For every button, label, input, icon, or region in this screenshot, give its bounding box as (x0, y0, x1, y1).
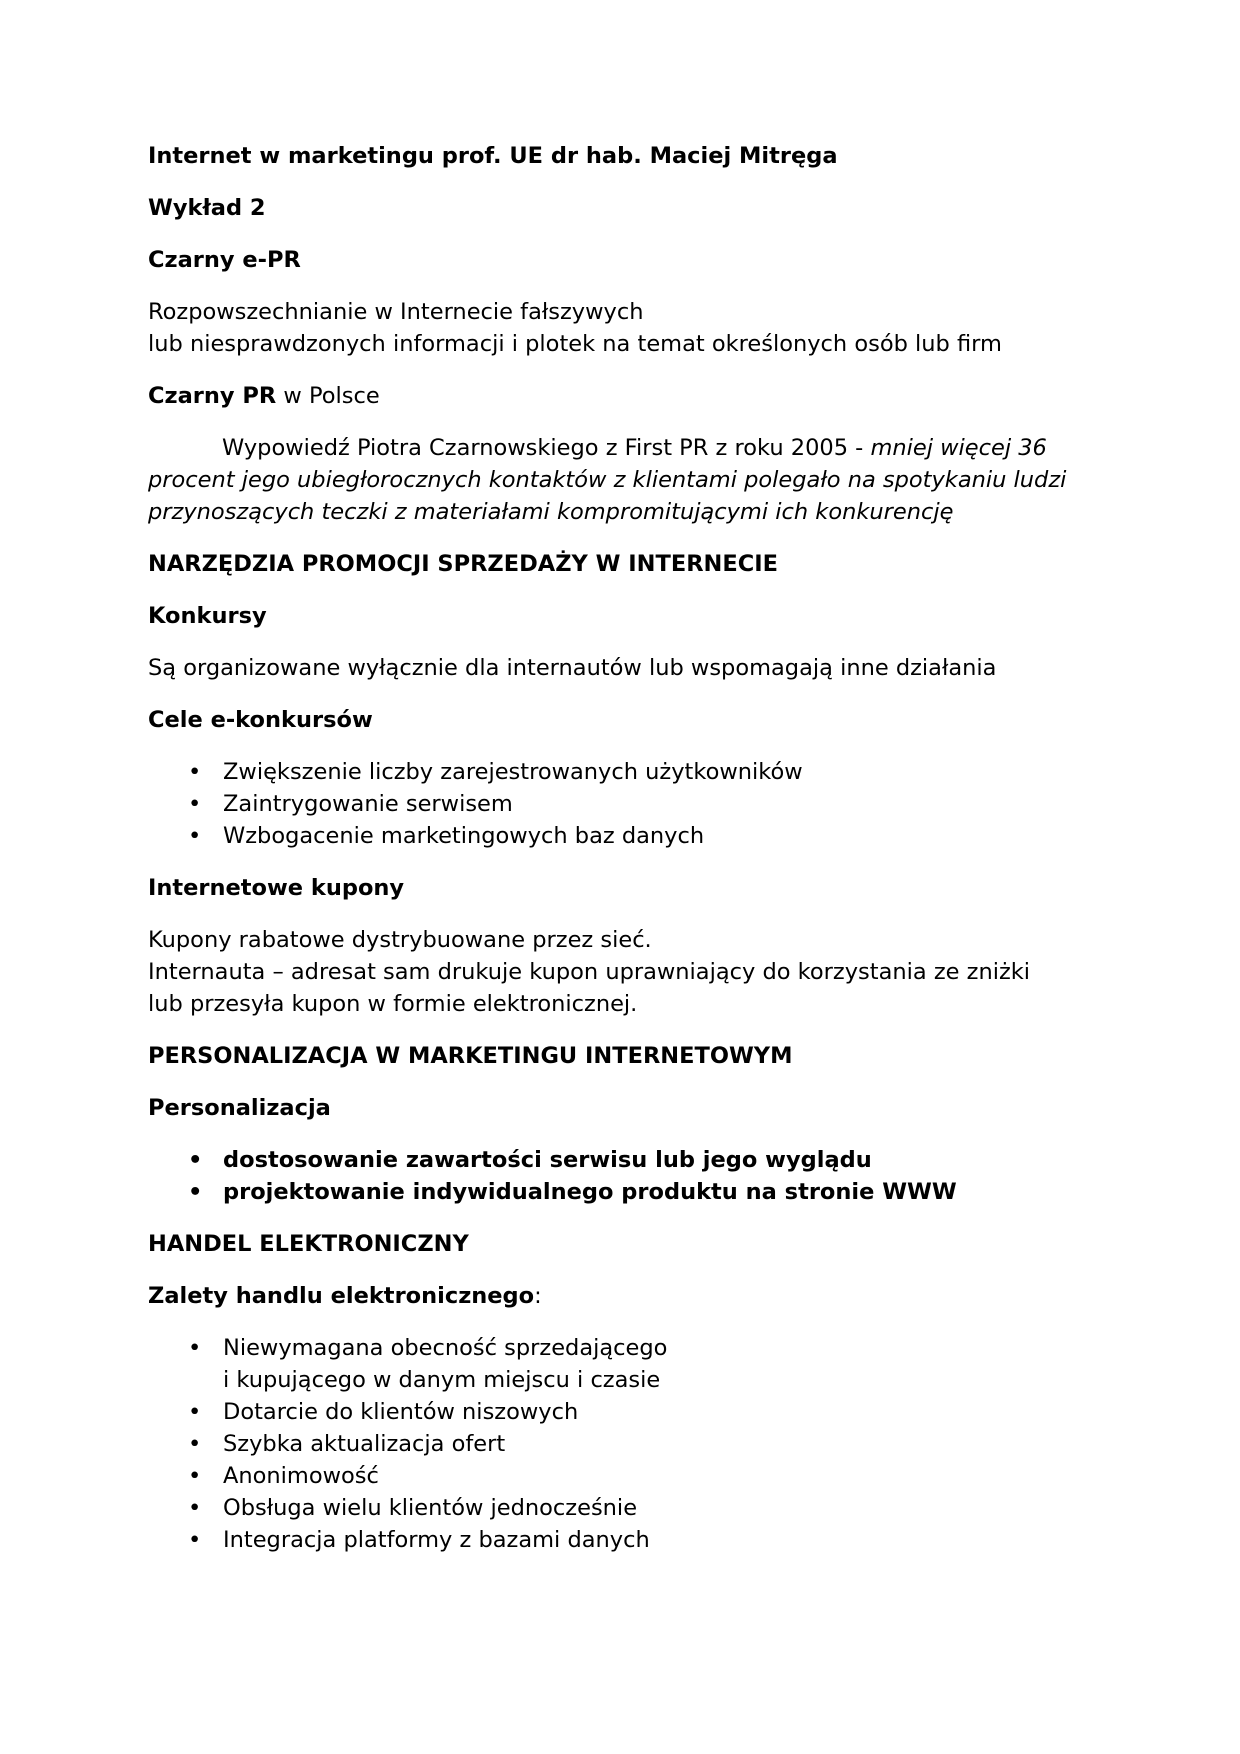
black-pr-poland-heading (148, 380, 1108, 412)
list-item: • Szybka aktualizacja ofert (148, 1428, 1108, 1460)
list-item: • projektowanie indywidualnego produktu na stronie WWW (148, 1176, 1108, 1208)
coupons-line-3: lub przesyła kupon w formie elektronicznej. (148, 991, 638, 1017)
bullet-icon: • (188, 1179, 203, 1205)
bullet-icon: • (188, 1147, 203, 1173)
quote-intro: Wypowiedź Piotra Czarnowskiego z First PR z roku 2005 - (222, 435, 871, 461)
black-epr-heading: Czarny e-PR (148, 247, 301, 273)
list-item: • Wzbogacenie marketingowych baz danych (148, 820, 1108, 852)
document-page (148, 140, 1108, 1576)
list-item: • Obsługa wielu klientów jednocześnie (148, 1492, 1108, 1524)
ecommerce-heading: HANDEL ELEKTRONICZNY (148, 1231, 469, 1257)
bullet-icon: • (188, 1495, 202, 1521)
bullet-icon: • (188, 791, 202, 817)
list-item: • Integracja platformy z bazami danych (148, 1524, 1108, 1556)
document-title: Internet w marketingu prof. UE dr hab. Maciej Mitręga (148, 143, 838, 169)
list-item: • dostosowanie zawartości serwisu lub jego wyglądu (148, 1144, 1108, 1176)
bullet-icon: • (188, 823, 202, 849)
bullet-icon: • (188, 1399, 202, 1425)
bullet-icon: • (188, 1463, 202, 1489)
czarnowski-quote (148, 432, 1108, 528)
bullet-icon: • (188, 1335, 202, 1361)
list-item: • Zwiększenie liczby zarejestrowanych użytkowników (148, 756, 1108, 788)
coupons-heading: Internetowe kupony (148, 875, 405, 901)
coupons-line-1: Kupony rabatowe dystrybuowane przez sieć. (148, 927, 652, 953)
list-item: • Niewymagana obecność sprzedającego i kupującego w danym miejscu i czasie (148, 1332, 1108, 1396)
personalization-list (148, 1144, 1108, 1208)
list-item: • Dotarcie do klientów niszowych (148, 1396, 1108, 1428)
contests-text: Są organizowane wyłącznie dla internautów lub wspomagają inne działania (148, 655, 997, 681)
black-epr-line-2: lub niesprawdzonych informacji i plotek na temat określonych osób lub firm (148, 331, 1002, 357)
black-pr-heading-bold: Czarny PR (148, 383, 277, 409)
coupons-line-2: Internauta – adresat sam drukuje kupon uprawniający do korzystania ze zniżki (148, 959, 1031, 985)
contest-goals-heading: Cele e-konkursów (148, 707, 373, 733)
ecommerce-advantages-heading: Zalety handlu elektronicznego: (148, 1283, 542, 1309)
black-epr-definition (148, 296, 1108, 360)
sales-promo-heading: NARZĘDZIA PROMOCJI SPRZEDAŻY W INTERNECIE (148, 551, 778, 577)
quote-italic: mniej więcej 36 procent jego ubiegłorocznych kontaktów z klientami polegało na spotykaniu ludzi przynoszących teczki z materiałami kompromitującymi ich konkurencję (148, 435, 1067, 525)
bullet-icon: • (188, 759, 202, 785)
bullet-icon: • (188, 1431, 202, 1457)
bullet-icon: • (188, 1527, 202, 1553)
list-item: • Zaintrygowanie serwisem (148, 788, 1108, 820)
contests-heading: Konkursy (148, 603, 267, 629)
contest-goals-list (148, 756, 1108, 852)
personalization-section-heading: PERSONALIZACJA W MARKETINGU INTERNETOWYM (148, 1043, 793, 1069)
black-epr-line-1: Rozpowszechnianie w Internecie fałszywych (148, 299, 644, 325)
black-pr-heading-rest: w Polsce (276, 383, 380, 409)
list-item: • Anonimowość (148, 1460, 1108, 1492)
personalization-sub-heading: Personalizacja (148, 1095, 331, 1121)
lecture-number: Wykład 2 (148, 195, 266, 221)
ecommerce-advantages-list (148, 1332, 1108, 1556)
coupons-text (148, 924, 1108, 1020)
